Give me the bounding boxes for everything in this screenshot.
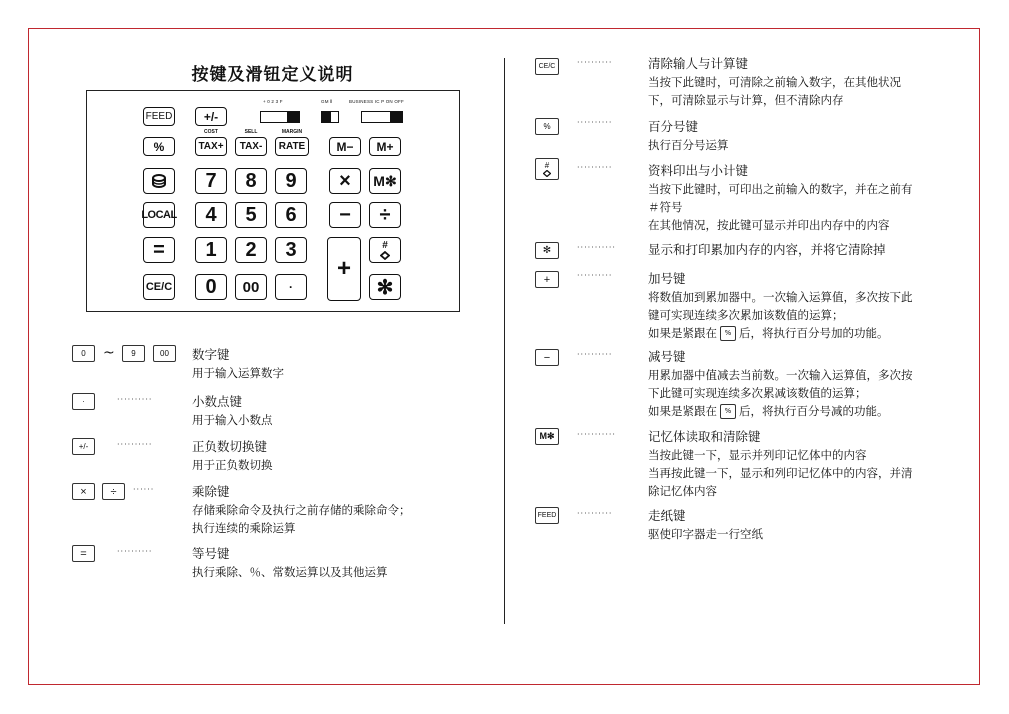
ce-c-entry <box>648 55 901 109</box>
m-recall-entry <box>648 428 913 500</box>
plus-minus-small-key: +/- <box>72 438 95 455</box>
times-small-key: × <box>72 483 95 500</box>
cylinder-icon <box>151 174 167 188</box>
hash-small-key <box>535 158 559 180</box>
entry-heading: 显示和打印累加内存的内容，并将它清除掉 <box>648 242 886 257</box>
leader-dots: ·········· <box>577 271 613 280</box>
key-0[interactable]: 0 <box>195 274 227 300</box>
plus-entry <box>648 270 913 342</box>
star-entry <box>648 241 886 259</box>
digit-00-key: 00 <box>153 345 176 362</box>
entry-heading: 正负数切换键 <box>192 439 268 454</box>
plus-small-key: + <box>535 271 559 288</box>
entry-heading: 乘除键 <box>192 484 230 499</box>
hash-glyph: # <box>544 161 550 170</box>
leader-dots: ··········· <box>577 243 616 252</box>
ce-c-small-key: CE/C <box>535 58 559 75</box>
entry-line: 执行乘除、％、常数运算以及其他运算 <box>192 565 388 579</box>
margin-label: MARGIN <box>281 129 303 135</box>
entry-line: 当再按此键一下，显示和列印记忆体中的内容，并清 <box>648 466 913 480</box>
m-recall-small-key: M✻ <box>535 428 559 445</box>
entry-line <box>648 324 913 342</box>
digit-0-key: 0 <box>72 345 95 362</box>
feed-small-key: FEED <box>535 507 559 524</box>
key-4[interactable]: 4 <box>195 202 227 228</box>
percent-inline-key: % <box>720 326 736 341</box>
entry-heading: 百分号键 <box>648 119 699 134</box>
leader-dots: ·········· <box>577 118 613 127</box>
key-1[interactable]: 1 <box>195 237 227 263</box>
entry-line <box>648 402 913 420</box>
line-prefix: 如果是紧跟在 <box>648 404 717 418</box>
entry-line: 下，可清除显示与计算，但不清除内存 <box>648 93 844 107</box>
decimal-small-key: · <box>72 393 95 410</box>
percent-inline-key: % <box>720 404 736 419</box>
key-8[interactable]: 8 <box>235 168 267 194</box>
entry-heading: 等号键 <box>192 546 230 561</box>
mode-slider-label: BUSINESS IC P ON OFF <box>349 99 404 104</box>
plus-minus-entry <box>192 438 273 474</box>
subtotal-hash-key[interactable] <box>369 237 401 263</box>
times-divide-entry <box>192 483 411 537</box>
entry-heading: 清除输人与计算键 <box>648 56 749 71</box>
equals-key[interactable]: = <box>143 237 175 263</box>
entry-line: 用于输入小数点 <box>192 413 273 427</box>
entry-heading: 小数点键 <box>192 394 243 409</box>
key-5[interactable]: 5 <box>235 202 267 228</box>
keypad-panel <box>86 90 460 312</box>
line-suffix: 后，将执行百分号加的功能。 <box>739 326 889 340</box>
entry-line: 用于正负数切换 <box>192 458 273 472</box>
entry-line: 除记忆体内容 <box>648 484 717 498</box>
entry-line: 将数值加到累加器中。一次输入运算值，多次按下此 <box>648 290 913 304</box>
feed-key[interactable]: FEED <box>143 107 175 126</box>
sell-label: SELL <box>244 129 258 135</box>
entry-heading: 资料印出与小计键 <box>648 163 749 178</box>
digit-9-key: 9 <box>122 345 145 362</box>
decimal-slider[interactable] <box>260 111 300 123</box>
equals-small-key: = <box>72 545 95 562</box>
gt-slider[interactable] <box>321 111 339 123</box>
leader-dots: ·········· <box>117 395 153 404</box>
line-prefix: 如果是紧跟在 <box>648 326 717 340</box>
tax-minus-key[interactable]: TAX- <box>235 137 267 156</box>
decimal-key[interactable]: · <box>275 274 307 300</box>
m-recall-key[interactable]: M✻ <box>369 168 401 194</box>
entry-line: ＃符号 <box>648 200 683 214</box>
minus-key[interactable]: − <box>329 202 361 228</box>
hash-glyph: # <box>382 239 388 251</box>
feed-entry <box>648 507 763 543</box>
percent-small-key: % <box>535 118 559 135</box>
range-tilde: ~ <box>103 345 115 361</box>
entry-heading: 走纸键 <box>648 508 686 523</box>
leader-dots: ·········· <box>117 440 153 449</box>
percent-key[interactable]: % <box>143 137 175 156</box>
divide-key[interactable]: ÷ <box>369 202 401 228</box>
decimal-key-entry <box>192 393 273 429</box>
leader-dots: ·········· <box>577 58 613 67</box>
leader-dots: ·········· <box>577 350 613 359</box>
key-3[interactable]: 3 <box>275 237 307 263</box>
entry-heading: 记忆体读取和清除键 <box>648 429 761 444</box>
entry-line: 当按下此键时，可印出之前输入的数字，并在之前有 <box>648 182 913 196</box>
key-6[interactable]: 6 <box>275 202 307 228</box>
hash-entry <box>648 162 913 234</box>
entry-line: 用累加器中值减去当前数。一次输入运算值，多次按 <box>648 368 913 382</box>
leader-dots: ·········· <box>117 547 153 556</box>
column-divider <box>504 58 505 624</box>
m-minus-key[interactable]: M− <box>329 137 361 156</box>
leader-dots: ··········· <box>577 430 616 439</box>
key-7[interactable]: 7 <box>195 168 227 194</box>
entry-line: 下此键可实现连续多次累减该数值的运算； <box>648 386 867 400</box>
equals-entry <box>192 545 388 581</box>
star-small-key: ✻ <box>535 242 559 259</box>
digit-keys-entry <box>192 346 284 382</box>
divide-small-key: ÷ <box>102 483 125 500</box>
diamond-icon <box>380 251 390 260</box>
key-00[interactable]: 00 <box>235 274 267 300</box>
entry-line: 当按此键一下，显示并列印记忆体中的内容 <box>648 448 867 462</box>
entry-line: 当按下此键时，可清除之前输入数字，在其他状况 <box>648 75 901 89</box>
entry-line: 在其他情况，按此键可显示并印出内存中的内容 <box>648 218 890 232</box>
page-title: 按键及滑钮定义说明 <box>191 65 354 85</box>
key-9[interactable]: 9 <box>275 168 307 194</box>
tax-plus-key[interactable]: TAX+ <box>195 137 227 156</box>
gt-slider-label: GM Ⅱ <box>321 99 333 104</box>
m-plus-key[interactable]: M+ <box>369 137 401 156</box>
minus-entry <box>648 348 913 420</box>
decimal-slider-label: + 0 2 3 F <box>263 99 283 104</box>
entry-heading: 加号键 <box>648 271 686 286</box>
entry-line: 执行百分号运算 <box>648 138 729 152</box>
entry-line: 键可实现连续多次累加该数值的运算； <box>648 308 844 322</box>
mode-slider[interactable] <box>361 111 403 123</box>
entry-heading: 减号键 <box>648 349 686 364</box>
percent-entry <box>648 118 729 154</box>
plus-minus-key[interactable]: +/- <box>195 107 227 126</box>
entry-line: 执行连续的乘除运算 <box>192 521 296 535</box>
cost-label: COST <box>204 129 218 135</box>
key-2[interactable]: 2 <box>235 237 267 263</box>
leader-dots: ·········· <box>577 163 613 172</box>
times-key[interactable]: × <box>329 168 361 194</box>
diamond-icon <box>543 170 551 177</box>
total-star-key[interactable]: ✻ <box>369 274 401 300</box>
local-key[interactable]: LOCAL <box>143 202 175 228</box>
entry-line: 驱使印字器走一行空纸 <box>648 527 763 541</box>
entry-heading: 数字键 <box>192 347 230 362</box>
leader-dots: ·········· <box>577 509 613 518</box>
rate-key[interactable]: RATE <box>275 137 309 156</box>
entry-line: 用于输入运算数字 <box>192 366 284 380</box>
line-suffix: 后，将执行百分号减的功能。 <box>739 404 889 418</box>
leader-dots: ······ <box>133 485 155 494</box>
ce-c-key[interactable]: CE/C <box>143 274 175 300</box>
subtotal-cylinder-key[interactable] <box>143 168 175 194</box>
minus-small-key: − <box>535 349 559 366</box>
entry-line: 存储乘除命令及执行之前存储的乘除命令； <box>192 503 411 517</box>
plus-key[interactable]: + <box>327 237 361 301</box>
